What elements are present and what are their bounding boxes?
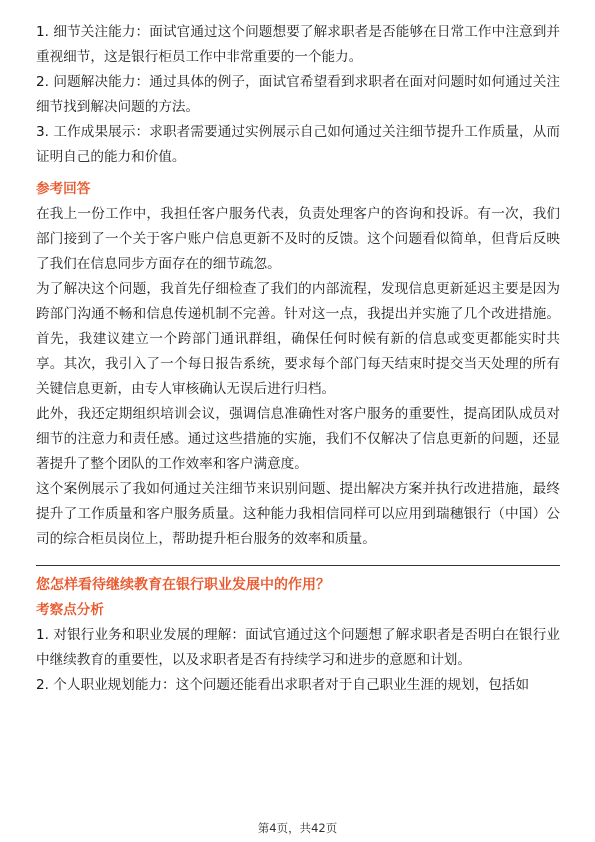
analysis-point: 2. 个人职业规划能力：这个问题还能看出求职者对于自己职业生涯的规划，包括如 — [36, 677, 530, 693]
answer-paragraph: 这个案例展示了我如何通过关注细节来识别问题、提出解决方案并执行改进措施，最终提升了工作质量和客户服务质量。这种能力我相信同样可以应用到瑞穗银行（中国）公司的综合柜员岗位上，帮助提升柜台服务的效率和质量。 — [36, 481, 560, 547]
answer-paragraph: 此外，我还定期组织培训会议，强调信息准确性对客户服务的重要性，提高团队成员对细节的注意力和责任感。通过这些措施的实施，我们不仅解决了信息更新的问题，还显著提升了整个团队的工作效率和客户满意度。 — [36, 406, 560, 472]
answer-paragraph: 在我上一份工作中，我担任客户服务代表，负责处理客户的咨询和投诉。有一次，我们部门接到了一个关于客户账户信息更新不及时的反馈。这个问题看似简单，但背后反映了我们在信息同步方面存在的细节疏忽。 — [36, 206, 560, 272]
answer-paragraph: 为了解决这个问题，我首先仔细检查了我们的内部流程，发现信息更新延迟主要是因为跨部门沟通不畅和信息传递机制不完善。针对这一点，我提出并实施了几个改进措施。首先，我建议建立一个跨部门通讯群组，确保任何时候有新的信息或变更都能实时共享。其次，我引入了一个每日报告系统，要求每个部门每天结束时提交当天处理的所有关键信息更新，由专人审核确认无误后进行归档。 — [36, 281, 560, 397]
intro-section — [36, 20, 560, 170]
intro-point: 2. 问题解决能力：通过具体的例子，面试官希望看到求职者在面对问题时如何通过关注细节找到解决问题的方法。 — [36, 74, 560, 115]
answer-section — [36, 177, 560, 552]
analysis-heading: 考察点分析 — [36, 602, 104, 618]
intro-point: 3. 工作成果展示：求职者需要通过实例展示自己如何通过关注细节提升工作质量，从而证明自己的能力和价值。 — [36, 124, 560, 165]
next-question-section — [36, 573, 560, 698]
analysis-point: 1. 对银行业务和职业发展的理解：面试官通过这个问题想了解求职者是否明白在银行业中继续教育的重要性，以及求职者是否有持续学习和进步的意愿和计划。 — [36, 627, 560, 668]
intro-point: 1. 细节关注能力：面试官通过这个问题想要了解求职者是否能够在日常工作中注意到并重视细节，这是银行柜员工作中非常重要的一个能力。 — [36, 24, 560, 65]
page-content — [36, 20, 560, 698]
section-divider — [36, 565, 560, 566]
question-title: 您怎样看待继续教育在银行职业发展中的作用？ — [36, 577, 330, 593]
answer-heading: 参考回答 — [36, 181, 91, 197]
page-number: 第4页，共42页 — [257, 821, 338, 835]
